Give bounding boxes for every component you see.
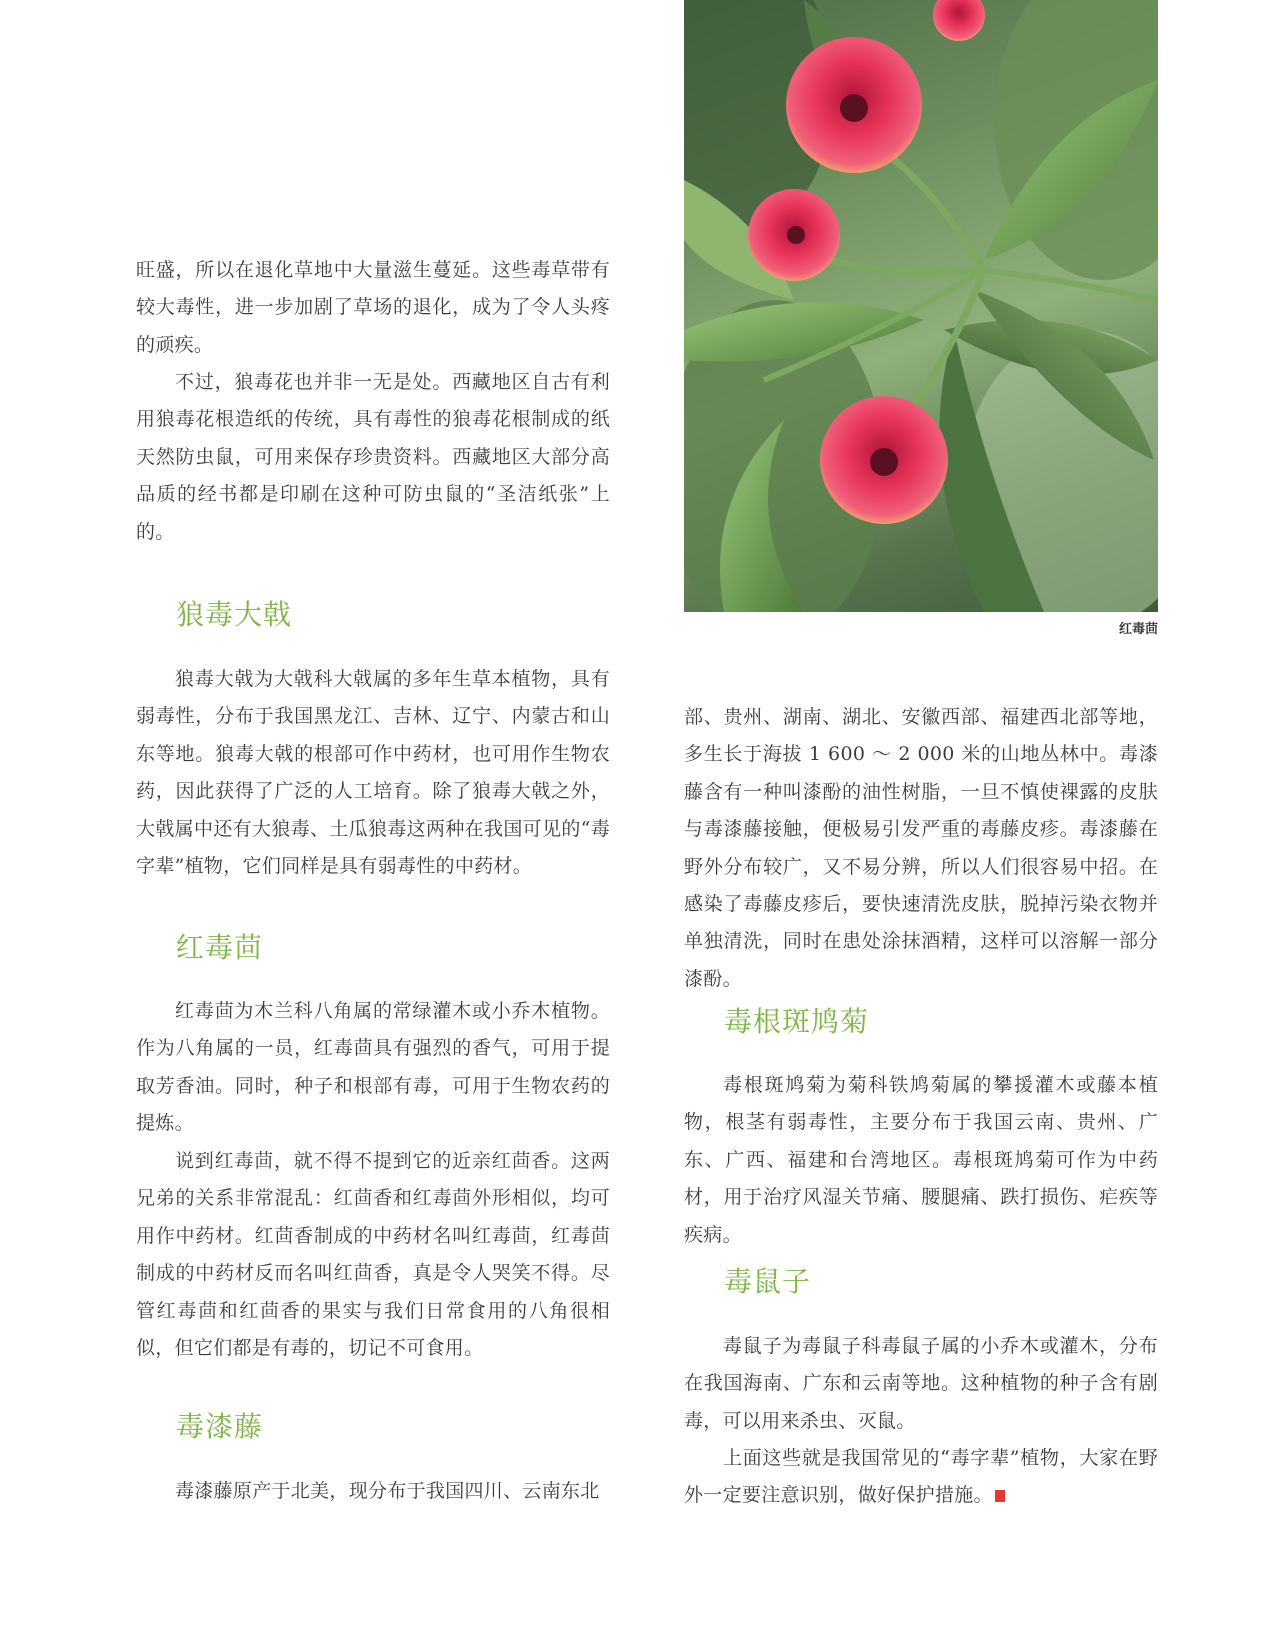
flower-bud: [933, 0, 985, 41]
conclusion-text: 上面这些就是我国常见的“毒字辈”植物，大家在野外一定要注意识别，做好保护措施。: [684, 1447, 1158, 1507]
paragraph-hongduhui-relative: 说到红毒茴，就不得不提到它的近亲红茴香。这两兄弟的关系非常混乱：红茴香和红毒茴外形相似，均可用作中药材。红茴香制成的中药材名叫红毒茴，红毒茴制成的中药材反而名叫红茴香，真是令人哭笑不得。尽管红毒茴和红茴香的果实与我们日常食用的八角很相似，但它们都是有毒的，切记不可食用。: [136, 1150, 610, 1360]
heading-duqiteng: 毒漆藤: [176, 1410, 264, 1443]
paragraph-langduhua-end: 旺盛，所以在退化草地中大量滋生蔓延。这些毒草带有较大毒性，进一步加剧了草场的退化，成为了令人头疼的顽疾。: [136, 259, 610, 356]
paragraph-dugen-banjiuju: 毒根斑鸠菊为菊科铁鸠菊属的攀援灌木或藤本植物，根茎有弱毒性，主要分布于我国云南、贵州、广东、广西、福建和台湾地区。毒根斑鸠菊可作为中药材，用于治疗风湿关节痛、腰腿痛、跌打损伤、疟疾等疾病。: [684, 1074, 1158, 1246]
paragraph-langduhua-use: 不过，狼毒花也并非一无是处。西藏地区自古有利用狼毒花根造纸的传统，具有毒性的狼毒花根制成的纸天然防虫鼠，可用来保存珍贵资料。西藏地区大部分高品质的经书都是印刷在这种可防虫鼠的“圣洁纸张”上的。: [136, 371, 610, 543]
end-mark-icon: S: [995, 1490, 1005, 1502]
heading-langdu-daji: 狼毒大戟: [176, 598, 293, 631]
flower-middle: [748, 189, 840, 281]
flower-photo: [684, 0, 1158, 612]
paragraph-duqiteng-continued: 部、贵州、湖南、湖北、安徽西部、福建西北部等地，多生长于海拔 1 600 ～ 2 000 米的山地丛林中。毒漆藤含有一种叫漆酚的油性树脂，一旦不慎使裸露的皮肤与毒漆藤接触，便极易引发严重的毒藤皮疹。毒漆藤在野外分布较广，又不易分辨，所以人们很容易中招。在感染了毒藤皮疹后，要快速清洗皮肤，脱掉污染衣物并单独清洗，同时在患处涂抹酒精，这样可以溶解一部分漆酚。: [684, 706, 1158, 990]
paragraph-duqiteng-start: 毒漆藤原产于北美，现分布于我国四川、云南东北: [175, 1480, 600, 1502]
paragraph-dushuzi: 毒鼠子为毒鼠子科毒鼠子属的小乔木或灌木，分布在我国海南、广东和云南等地。这种植物的种子含有剧毒，可以用来杀虫、灭鼠。: [684, 1335, 1158, 1432]
flower-bottom: [820, 396, 948, 524]
flower-illustration: [684, 0, 1158, 612]
heading-dugen-banjiuju: 毒根斑鸠菊: [724, 1005, 870, 1038]
heading-dushuzi: 毒鼠子: [724, 1265, 812, 1298]
paragraph-langdu-daji: 狼毒大戟为大戟科大戟属的多年生草本植物，具有弱毒性，分布于我国黑龙江、吉林、辽宁、内蒙古和山东等地。狼毒大戟的根部可作中药材，也可用作生物农药，因此获得了广泛的人工培育。除了狼毒大戟之外，大戟属中还有大狼毒、土瓜狼毒这两种在我国可见的“毒字辈”植物，它们同样是具有弱毒性的中药材。: [136, 668, 610, 878]
photo-caption: 红毒茴: [1118, 622, 1158, 637]
flower-top: [786, 37, 922, 173]
paragraph-hongduhui-intro: 红毒茴为木兰科八角属的常绿灌木或小乔木植物。作为八角属的一员，红毒茴具有强烈的香气，可用于提取芳香油。同时，种子和根部有毒，可用于生物农药的提炼。: [136, 1000, 610, 1135]
heading-hongduhui: 红毒茴: [176, 931, 264, 964]
paragraph-conclusion: [684, 1440, 1158, 1515]
